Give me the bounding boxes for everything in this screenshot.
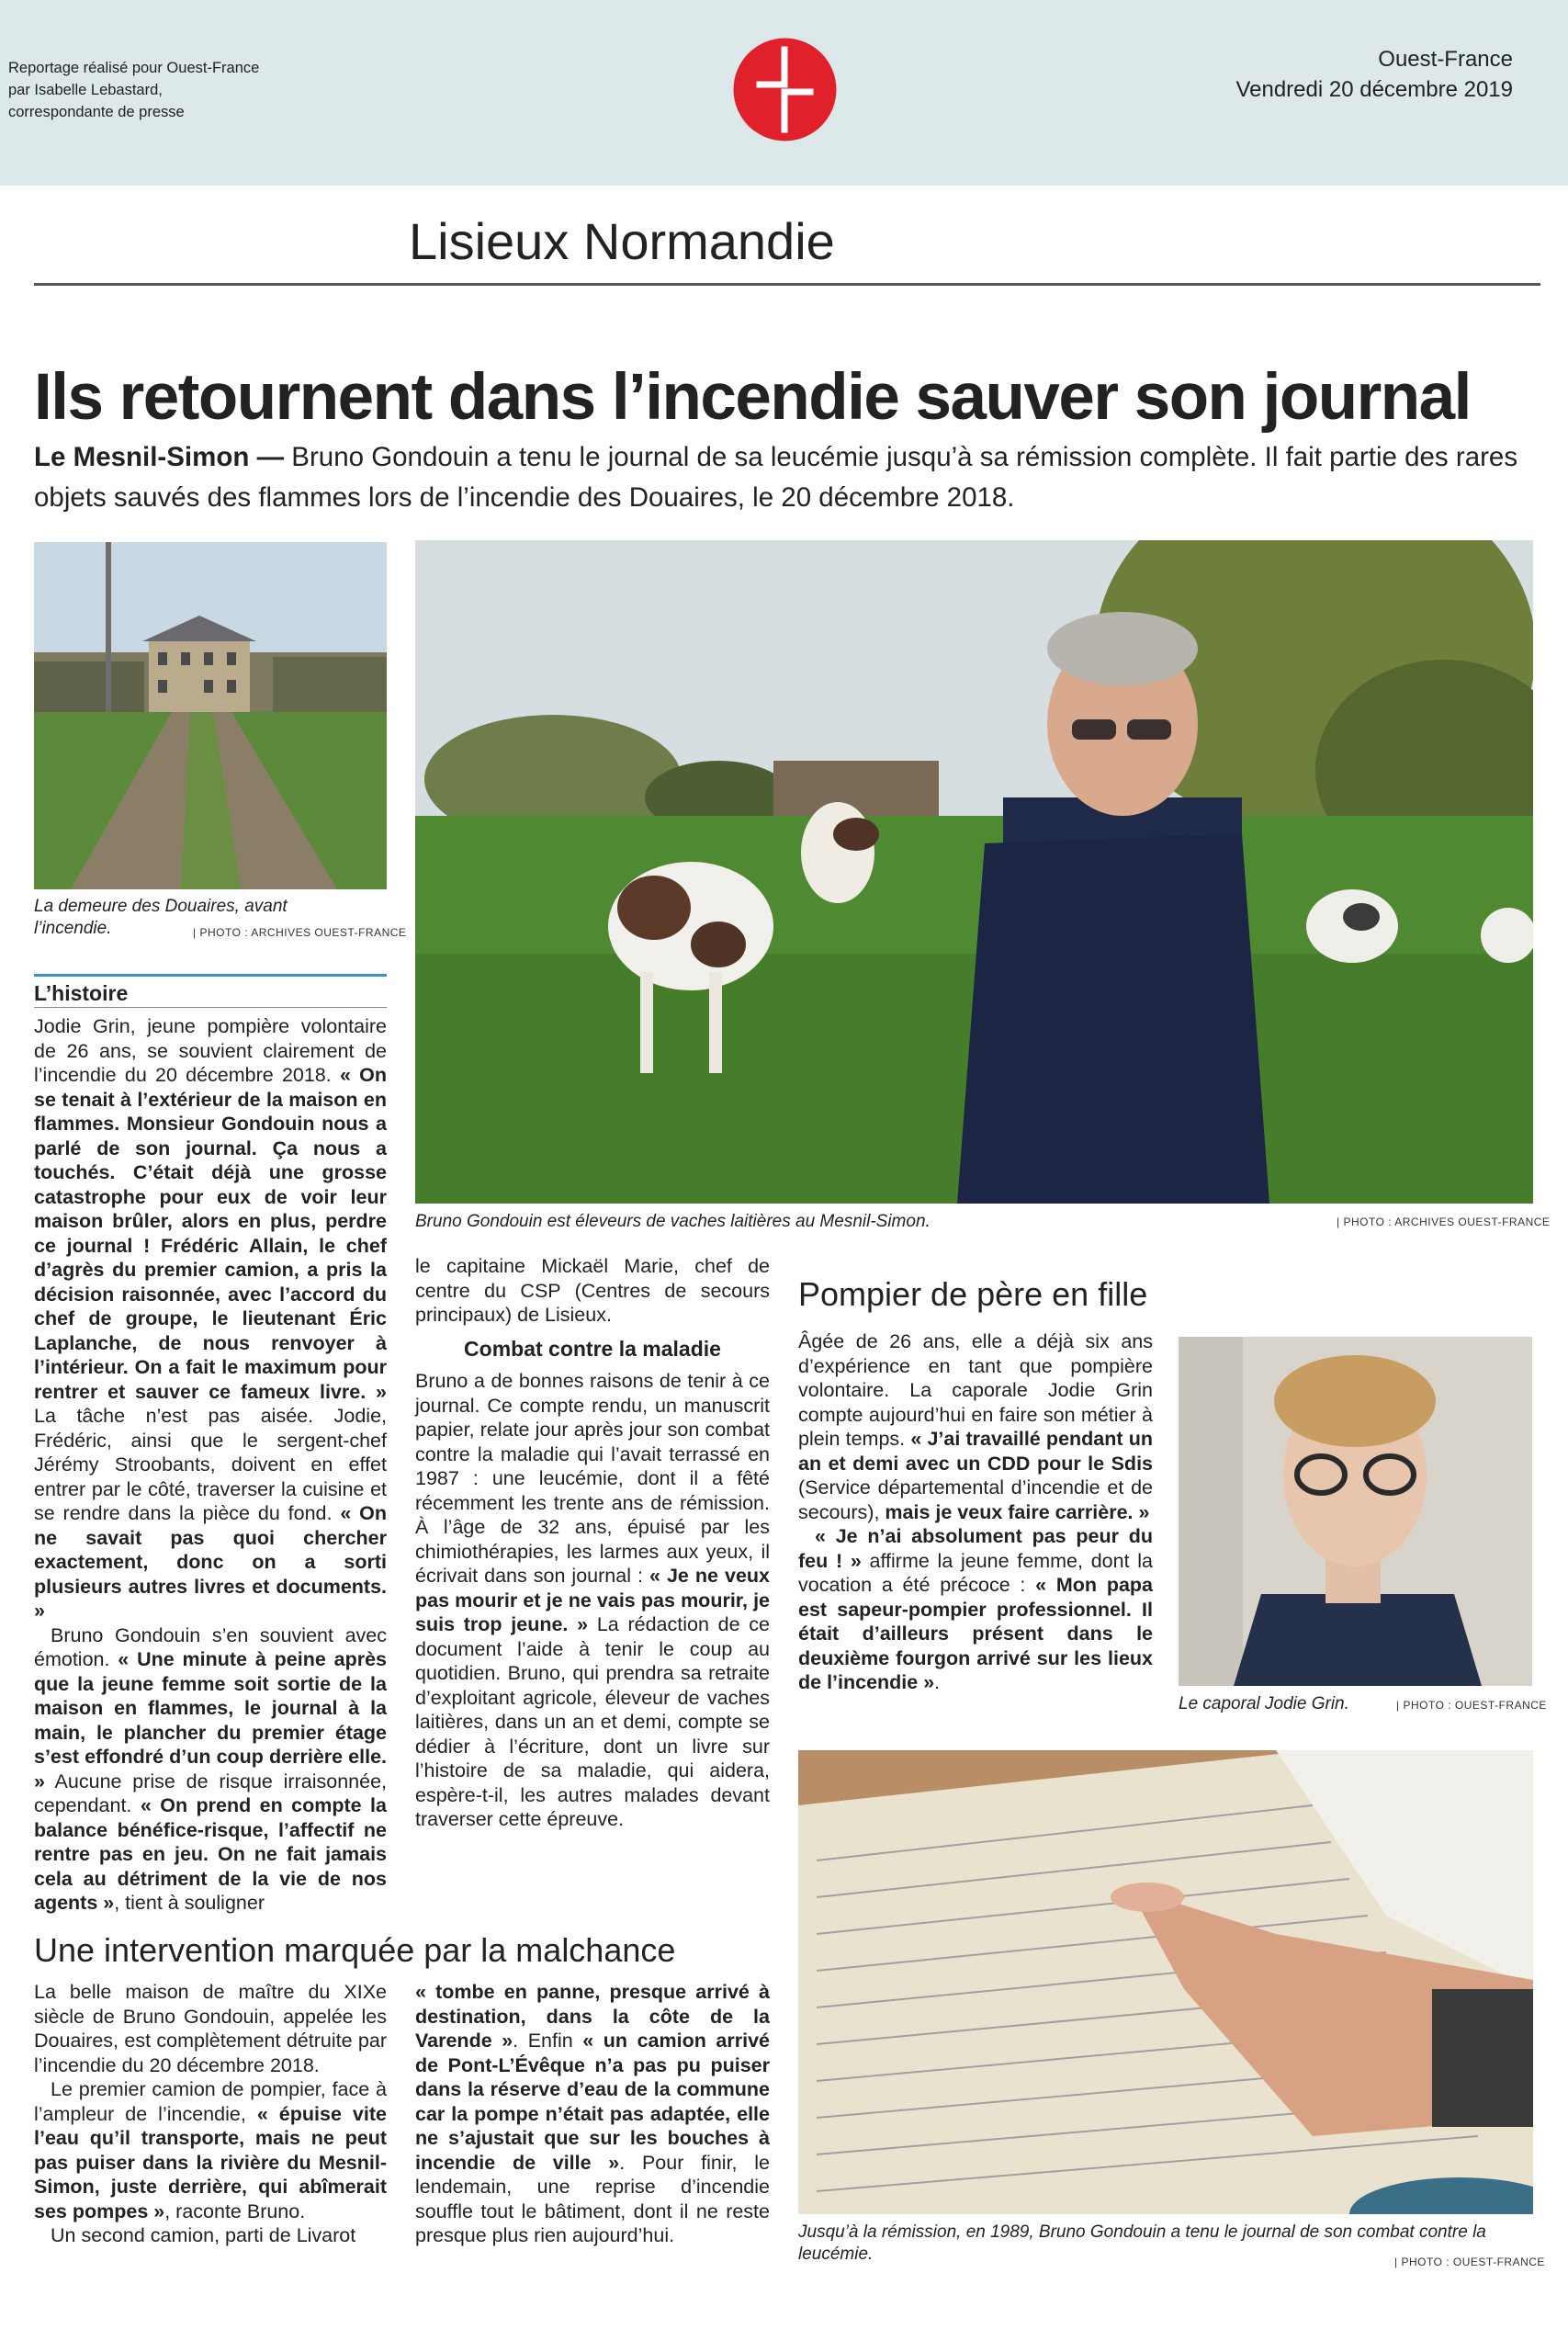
farmer-photo <box>415 540 1533 1204</box>
text-span: . Enfin <box>513 2030 583 2052</box>
quote: mais je veux faire carrière. » <box>885 1500 1150 1523</box>
text-span: (Service départemental d’incendie et de secours), <box>798 1476 1153 1523</box>
journal-photo-credit: | PHOTO : OUEST-FRANCE <box>1394 2256 1545 2268</box>
paragraph: le capitaine Mickaël Marie, chef de centre du CSP (Centres de secours principaux) de Lisieux. <box>415 1255 770 1326</box>
intervention-column-2 <box>415 1980 770 2248</box>
article-lead <box>34 437 1540 518</box>
histoire-column-1 <box>34 1014 387 1916</box>
firefighter-photo-caption: Le caporal Jodie Grin. <box>1179 1694 1349 1713</box>
quote: « Une minute à peine après que la jeune femme soit sortie de la maison en flammes, le journal à la main, le plancher du premier étage s’est effondré d’un coup derrière elle. » <box>34 1648 387 1792</box>
pompier-title: Pompier de père en fille <box>798 1275 1148 1313</box>
credit-line: par Isabelle Lebastard, <box>8 82 163 98</box>
newspaper-info <box>1235 44 1513 105</box>
report-credit <box>8 57 259 123</box>
firefighter-photo-credit: | PHOTO : OUEST-FRANCE <box>1396 1699 1547 1712</box>
ouest-france-logo <box>732 37 838 142</box>
text-span: Le premier camion de pompier, face à l’ampleur de l’incendie, <box>34 2078 387 2125</box>
house-photo-caption: La demeure des Douaires, avant l’incendie. <box>34 897 288 938</box>
quote: « On ne savait pas quoi chercher exactement, donc on a sorti plusieurs autres livres et documents. » <box>34 1502 387 1622</box>
pompier-column <box>798 1329 1153 1695</box>
quote: « Mon papa est sapeur-pompier professionnel. Il était d’ailleurs présent dans le deuxième fourgon arrivé sur les lieux de l’incendie » <box>798 1574 1153 1693</box>
article-headline: Ils retournent dans l’incendie sauver son journal <box>34 361 1471 434</box>
text-span: Âgée de 26 ans, elle a déjà six ans d’expérience en tant que pompière volontaire. La caporale Jodie Grin compte aujourd’hui en faire son métier à plein temps. <box>798 1330 1153 1450</box>
paragraph <box>415 1369 770 1832</box>
text-span: . <box>934 1671 941 1693</box>
journal-photo <box>798 1750 1533 2214</box>
text-span: , tient à souligner <box>114 1892 265 1914</box>
histoire-accent-rule <box>34 974 387 977</box>
histoire-title: L’histoire <box>34 981 129 1005</box>
intervention-title: Une intervention marquée par la malchance <box>34 1931 676 1969</box>
house-photo-credit: | PHOTO : ARCHIVES OUEST-FRANCE <box>193 926 407 939</box>
paragraph <box>34 1014 387 1623</box>
quote: « épuise vite l’eau qu’il transporte, mais ne peut pas puiser dans la rivière du Mesnil-Simon, juste derrière, qui abîmerait ses pompes » <box>34 2102 387 2222</box>
intervention-column-1 <box>34 1980 387 2248</box>
quote: « un camion arrivé de Pont-L’Évêque n’a pas pu puiser dans la réserve d’eau de la commune car la pompe n’était pas adaptée, elle ne s’ajustait que sur les bouches à incendie de ville » <box>415 2030 770 2174</box>
credit-line: Reportage réalisé pour Ouest-France <box>8 60 260 76</box>
paragraph <box>34 2077 387 2223</box>
quote: « On se tenait à l’extérieur de la maison en flammes. Monsieur Gondouin nous a parlé de son journal. Ça nous a touchés. C’était déjà une grosse catastrophe pour eux de voir leur maison brûler, alors en plus, perdre ce journal ! Frédéric Allain, le chef d’agrès du premier camion, a pris la décision raisonnée, avec l’accord du chef de groupe, le lieutenant Éric Laplanche, de nous renvoyer à l’intérieur. On a fait le maximum pour rentrer et sauver ce fameux livre. » <box>34 1064 387 1403</box>
quote: « On prend en compte la balance bénéfice-risque, l’affectif ne rentre pas en jeu. On ne fait jamais cela au détriment de la vie de nos agents » <box>34 1794 387 1914</box>
credit-line: correspondante de presse <box>8 104 185 120</box>
paragraph <box>798 1524 1153 1695</box>
histoire-column-2 <box>415 1254 770 1328</box>
dateline: Le Mesnil-Simon — <box>34 442 285 472</box>
text-span: Aucune prise de risque irraisonnée, cependant. <box>34 1770 387 1816</box>
histoire-divider <box>34 1007 387 1008</box>
paragraph <box>34 1623 387 1916</box>
paragraph: La belle maison de maître du XIXe siècle de Bruno Gondouin, appelée les Douaires, est complètement détruite par l’incendie du 20 décembre 2018. <box>34 1981 387 2076</box>
text-span: Bruno a de bonnes raisons de tenir à ce journal. Ce compte rendu, un manuscrit papier, relate jour après jour son combat contre la maladie qui l’avait terrassé en 1987 : une leucémie, dont il a fêté récemment les trente ans de rémission. À l’âge de 32 ans, épuisé par les chimiothérapies, les larmes aux yeux, il écrivait dans son journal : <box>415 1370 770 1587</box>
text-span: , raconte Bruno. <box>164 2199 306 2222</box>
farmer-photo-credit: | PHOTO : ARCHIVES OUEST-FRANCE <box>1337 1216 1551 1228</box>
text-span: . Pour finir, le lendemain, une reprise d’incendie souffle tout le bâtiment, dont il ne reste presque plus rien aujourd’hui. <box>415 2151 770 2246</box>
journal-photo-caption: Jusqu’à la rémission, en 1989, Bruno Gondouin a tenu le journal de son combat contre la leucémie. <box>798 2222 1486 2264</box>
text-span: Jodie Grin, jeune pompière volontaire de 26 ans, se souvient clairement de l’incendie du 20 décembre 2018. <box>34 1015 387 1086</box>
quote: « tombe en panne, presque arrivé à destination, dans la côte de la Varende » <box>415 1981 770 2052</box>
combat-column <box>415 1369 770 1832</box>
text-span: La rédaction de ce document l’aide à tenir le coup au quotidien. Bruno, qui prendra sa retraite d’exploitant agricole, éleveur de vaches laitières, dans un an et demi, compte se dédier à l’écriture, dont un livre sur l’histoire de sa maladie, qui aidera, espère-t-il, les autres malades devant traverser cette épreuve. <box>415 1613 770 1830</box>
firefighter-photo <box>1179 1337 1532 1686</box>
house-photo <box>34 542 387 889</box>
newspaper-name: Ouest-France <box>1378 47 1513 72</box>
paragraph: Un second camion, parti de Livarot <box>51 2224 356 2246</box>
section-title: Lisieux Normandie <box>409 212 835 270</box>
text-span: La tâche n’est pas aisée. Jodie, Frédéric, ainsi que le sergent-chef Jérémy Stroobants, doivent en effet entrer par le côté, traverser la cuisine et se rendre dans la pièce du fond. <box>34 1405 387 1524</box>
paragraph <box>415 1980 770 2248</box>
farmer-photo-caption: Bruno Gondouin est éleveurs de vaches laitières au Mesnil-Simon. <box>415 1212 931 1231</box>
subhead-combat: Combat contre la maladie <box>464 1337 721 1361</box>
quote: « Je n’ai absolument pas peur du feu ! » <box>798 1525 1153 1572</box>
text-span: affirme la jeune femme, dont la vocation a été précoce : <box>798 1549 1153 1596</box>
quote: « J’ai travaillé pendant un an et demi avec un CDD pour le Sdis <box>798 1428 1153 1475</box>
section-divider <box>34 283 1540 286</box>
publication-date: Vendredi 20 décembre 2019 <box>1235 77 1513 102</box>
quote: « Je ne veux pas mourir et je ne vais pas mourir, je suis trop jeune. » <box>415 1565 770 1635</box>
lead-text: Bruno Gondouin a tenu le journal de sa leucémie jusqu’à sa rémission complète. Il fait partie des rares objets sauvés des flammes lors de l’incendie des Douaires, le 20 décembre 2018. <box>34 442 1518 513</box>
text-span: Bruno Gondouin s’en souvient avec émotion. <box>34 1623 387 1670</box>
paragraph <box>798 1329 1153 1524</box>
